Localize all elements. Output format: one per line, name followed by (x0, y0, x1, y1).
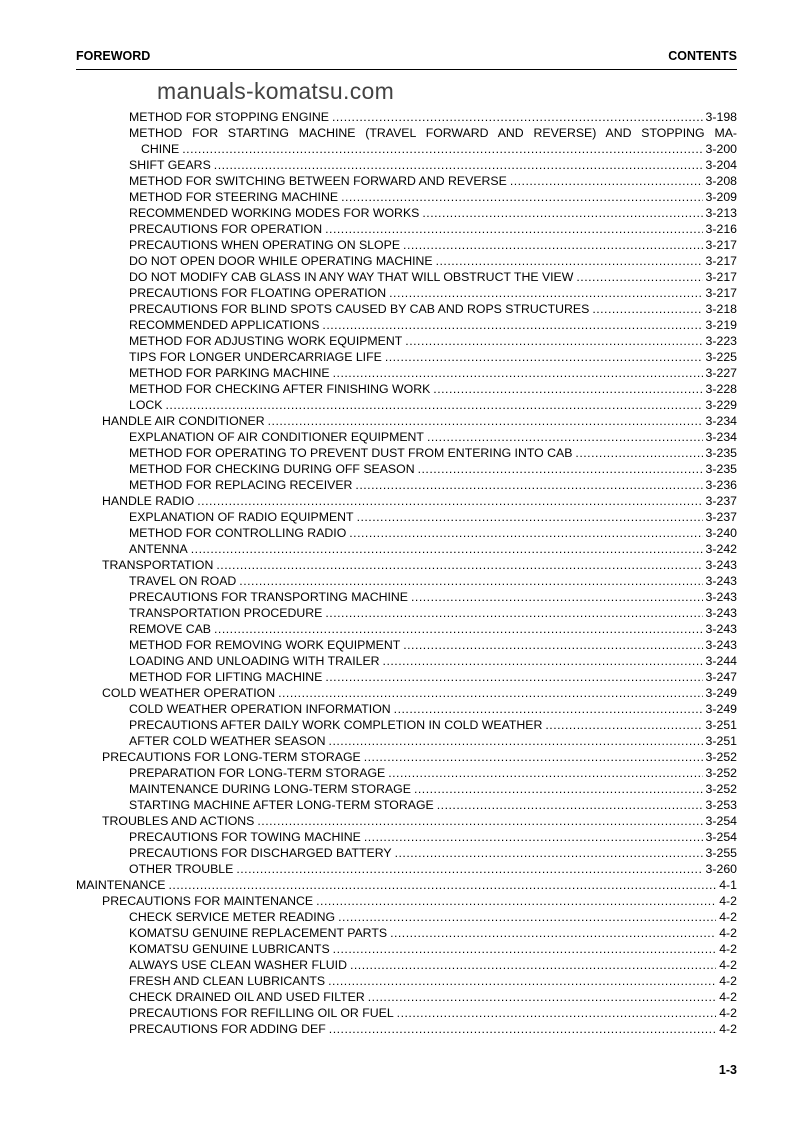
toc-entry-page: 3-213 (705, 206, 737, 220)
toc-entry-page: 4-2 (719, 942, 737, 956)
toc-entry-page: 4-2 (719, 926, 737, 940)
toc-entry-page: 3-254 (705, 830, 737, 844)
dot-leader (329, 1021, 716, 1037)
toc-entry-title: PRECAUTIONS AFTER DAILY WORK COMPLETION IN COLD WEATHER (129, 718, 543, 732)
toc-entry-title: TROUBLES AND ACTIONS (102, 814, 255, 828)
toc-entry[interactable] (76, 1021, 737, 1037)
toc-entry[interactable] (76, 109, 737, 125)
toc-entry[interactable] (76, 477, 737, 493)
toc-entry-title: SHIFT GEARS (129, 158, 211, 172)
dot-leader (214, 157, 703, 173)
toc-entry-title: PRECAUTIONS FOR TOWING MACHINE (129, 830, 361, 844)
toc-entry[interactable] (76, 605, 737, 621)
toc-entry[interactable] (76, 989, 737, 1005)
toc-entry-title: LOADING AND UNLOADING WITH TRAILER (129, 654, 380, 668)
dot-leader (510, 173, 703, 189)
toc-entry[interactable] (76, 829, 737, 845)
dot-leader (436, 253, 703, 269)
toc-entry[interactable] (76, 189, 737, 205)
toc-entry[interactable] (76, 717, 737, 733)
header-rule (76, 69, 737, 70)
toc-entry[interactable] (76, 797, 737, 813)
toc-entry[interactable] (76, 413, 737, 429)
toc-entry-title: MAINTENANCE (76, 878, 166, 892)
toc-entry-page: 3-219 (705, 318, 737, 332)
toc-entry-title: KOMATSU GENUINE REPLACEMENT PARTS (129, 926, 388, 940)
toc-entry[interactable] (76, 253, 737, 269)
toc-entry[interactable] (76, 381, 737, 397)
dot-leader (328, 973, 716, 989)
dot-leader (403, 637, 702, 653)
toc-entry[interactable] (76, 941, 737, 957)
toc-entry-page: 3-200 (705, 142, 737, 156)
dot-leader (385, 349, 703, 365)
toc-entry-page: 3-237 (705, 510, 737, 524)
dot-leader (394, 701, 703, 717)
toc-entry-page: 4-2 (719, 958, 737, 972)
toc-entry-page: 3-235 (705, 462, 737, 476)
toc-entry-page: 3-249 (705, 702, 737, 716)
toc-entry-page: 3-198 (705, 110, 737, 124)
dot-leader (405, 333, 702, 349)
toc-entry[interactable] (76, 285, 737, 301)
toc-entry-title: TRANSPORTATION (102, 558, 214, 572)
toc-entry[interactable] (76, 1005, 737, 1021)
toc-entry-page: 4-2 (719, 974, 737, 988)
toc-entry-title: PRECAUTIONS FOR LONG-TERM STORAGE (102, 750, 361, 764)
dot-leader (191, 541, 703, 557)
toc-entry-page: 4-2 (719, 1022, 737, 1036)
toc-entry-page: 3-235 (705, 446, 737, 460)
dot-leader (355, 477, 702, 493)
toc-entry-title: TRANSPORTATION PROCEDURE (129, 606, 323, 620)
toc-entry[interactable] (76, 237, 737, 253)
toc-entry[interactable] (76, 173, 737, 189)
toc-entry-title: REMOVE CAB (129, 622, 211, 636)
watermark: manuals-komatsu.com (157, 78, 395, 104)
toc-entry[interactable] (76, 509, 737, 525)
toc-entry[interactable] (76, 445, 737, 461)
toc-entry-page: 3-217 (705, 270, 737, 284)
toc-entry[interactable] (76, 301, 737, 317)
toc-entry-title: METHOD FOR CHECKING DURING OFF SEASON (129, 462, 415, 476)
toc-entry-page: 4-2 (719, 1006, 737, 1020)
toc-entry-page: 3-234 (705, 430, 737, 444)
dot-leader (395, 845, 703, 861)
toc-entry-page: 3-243 (705, 590, 737, 604)
dot-leader (169, 877, 717, 893)
toc-entry-title: COLD WEATHER OPERATION (102, 686, 276, 700)
dot-leader (329, 733, 703, 749)
dot-leader (575, 445, 702, 461)
dot-leader (322, 317, 702, 333)
toc-entry-title: FRESH AND CLEAN LUBRICANTS (129, 974, 326, 988)
toc-entry-page: 3-209 (705, 190, 737, 204)
toc-entry-title: PRECAUTIONS FOR ADDING DEF (129, 1022, 326, 1036)
dot-leader (332, 109, 703, 125)
toc-entry-title: PRECAUTIONS WHEN OPERATING ON SLOPE (129, 238, 401, 252)
dot-leader (278, 685, 702, 701)
toc-entry-title: LOCK (129, 398, 163, 412)
toc-entry-title: PRECAUTIONS FOR BLIND SPOTS CAUSED BY CAB AND ROPS STRUCTURES (129, 302, 590, 316)
dot-leader (357, 509, 703, 525)
toc-entry[interactable] (76, 653, 737, 669)
dot-leader (325, 605, 702, 621)
toc-entry-title: METHOD FOR REPLACING RECEIVER (129, 478, 353, 492)
page-number: 1-3 (718, 1063, 737, 1077)
toc-entry-page: 3-252 (705, 766, 737, 780)
dot-leader (390, 925, 716, 941)
toc-entry-title: HANDLE RADIO (102, 494, 195, 508)
dot-leader (257, 813, 702, 829)
toc-entry-page: 3-255 (705, 846, 737, 860)
toc-entry-page: 3-217 (705, 254, 737, 268)
dot-leader (325, 669, 702, 685)
toc-entry-page: 3-252 (705, 782, 737, 796)
toc-entry-page: 4-2 (719, 894, 737, 908)
toc-entry[interactable] (76, 861, 737, 877)
toc-entry-title: DO NOT MODIFY CAB GLASS IN ANY WAY THAT WILL OBSTRUCT THE VIEW (129, 270, 574, 284)
toc-entry-page: 3-243 (705, 606, 737, 620)
dot-leader (545, 717, 702, 733)
toc-entry-page: 3-228 (705, 382, 737, 396)
toc-entry[interactable] (76, 925, 737, 941)
toc-entry-page: 3-217 (705, 238, 737, 252)
toc-entry[interactable] (76, 685, 737, 701)
toc-entry[interactable] (76, 365, 737, 381)
dot-leader (341, 189, 702, 205)
toc-entry[interactable] (76, 317, 737, 333)
toc-entry-title: METHOD FOR SWITCHING BETWEEN FORWARD AND REVERSE (129, 174, 507, 188)
toc-entry-title: AFTER COLD WEATHER SEASON (129, 734, 326, 748)
dot-leader (437, 797, 703, 813)
toc-entry[interactable] (76, 157, 737, 173)
toc-entry[interactable] (76, 141, 737, 157)
toc-entry[interactable] (76, 749, 737, 765)
dot-leader (368, 989, 716, 1005)
dot-leader (268, 413, 703, 429)
toc-entry-title: EXPLANATION OF RADIO EQUIPMENT (129, 510, 354, 524)
toc-entry-title: PRECAUTIONS FOR TRANSPORTING MACHINE (129, 590, 408, 604)
toc-entry[interactable] (76, 589, 737, 605)
toc-entry-title: METHOD FOR CHECKING AFTER FINISHING WORK (129, 382, 431, 396)
toc-entry[interactable] (76, 893, 737, 909)
toc-entry[interactable] (76, 637, 737, 653)
toc-entry[interactable] (76, 269, 737, 285)
toc-entry-title: METHOD FOR LIFTING MACHINE (129, 670, 323, 684)
dot-leader (411, 589, 703, 605)
toc-entry[interactable] (76, 781, 737, 797)
toc-entry[interactable] (76, 221, 737, 237)
toc-entry[interactable] (76, 333, 737, 349)
toc-entry-title: METHOD FOR OPERATING TO PREVENT DUST FROM ENTERING INTO CAB (129, 446, 573, 460)
toc-entry-page: 3-217 (705, 286, 737, 300)
toc-entry-page: 3-249 (705, 686, 737, 700)
toc-entry-title: CHINE (141, 142, 180, 156)
toc-entry-page: 3-227 (705, 366, 737, 380)
dot-leader (388, 765, 702, 781)
toc-entry[interactable] (76, 557, 737, 573)
toc-entry-page: 3-208 (705, 174, 737, 188)
toc-entry-page: 3-247 (705, 670, 737, 684)
toc-entry-page: 3-251 (705, 718, 737, 732)
toc-entry-page: 4-2 (719, 990, 737, 1004)
toc-entry-title: ANTENNA (129, 542, 188, 556)
toc-entry[interactable] (76, 877, 737, 893)
toc-entry[interactable] (76, 701, 737, 717)
table-of-contents (76, 109, 737, 1037)
dot-leader (316, 893, 716, 909)
toc-entry-page: 3-216 (705, 222, 737, 236)
dot-leader (364, 829, 703, 845)
toc-entry[interactable] (76, 973, 737, 989)
toc-entry[interactable] (76, 669, 737, 685)
toc-entry-title: METHOD FOR STARTING MACHINE (TRAVEL FORWARD AND REVERSE) AND STOPPING MA- (129, 126, 737, 140)
toc-entry-title: RECOMMENDED WORKING MODES FOR WORKS (129, 206, 420, 220)
toc-entry-page: 3-251 (705, 734, 737, 748)
toc-entry-page: 3-253 (705, 798, 737, 812)
dot-leader (349, 525, 702, 541)
dot-leader (403, 237, 703, 253)
dot-leader (325, 221, 702, 237)
toc-entry-page: 3-243 (705, 622, 737, 636)
toc-entry-title: PRECAUTIONS FOR MAINTENANCE (102, 894, 314, 908)
toc-entry-title: TRAVEL ON ROAD (129, 574, 237, 588)
toc-entry-page: 3-240 (705, 526, 737, 540)
toc-entry-page: 3-204 (705, 158, 737, 172)
toc-entry-page: 3-254 (705, 814, 737, 828)
dot-leader (414, 781, 703, 797)
toc-entry-title: OTHER TROUBLE (129, 862, 234, 876)
dot-leader (216, 557, 702, 573)
toc-entry-title: PREPARATION FOR LONG-TERM STORAGE (129, 766, 386, 780)
toc-entry-title: CHECK SERVICE METER READING (129, 910, 336, 924)
toc-entry-page: 3-243 (705, 638, 737, 652)
toc-entry[interactable] (76, 813, 737, 829)
dot-leader (418, 461, 703, 477)
toc-entry[interactable] (76, 205, 737, 221)
toc-entry[interactable] (76, 461, 737, 477)
dot-leader (166, 397, 703, 413)
toc-entry[interactable] (76, 621, 737, 637)
toc-entry[interactable] (76, 493, 737, 509)
toc-entry-title: KOMATSU GENUINE LUBRICANTS (129, 942, 330, 956)
toc-entry[interactable] (76, 125, 737, 141)
dot-leader (214, 621, 703, 637)
dot-leader (433, 381, 702, 397)
dot-leader (197, 493, 702, 509)
toc-entry[interactable] (76, 909, 737, 925)
dot-leader (397, 1005, 717, 1021)
toc-entry-page: 3-229 (705, 398, 737, 412)
toc-entry[interactable] (76, 541, 737, 557)
toc-entry-page: 4-1 (719, 878, 737, 892)
toc-entry-page: 3-244 (705, 654, 737, 668)
dot-leader (576, 269, 702, 285)
toc-entry[interactable] (76, 573, 737, 589)
dot-leader (333, 365, 703, 381)
dot-leader (350, 957, 716, 973)
toc-entry-page: 3-237 (705, 494, 737, 508)
toc-entry-title: METHOD FOR STOPPING ENGINE (129, 110, 329, 124)
toc-entry-title: CHECK DRAINED OIL AND USED FILTER (129, 990, 365, 1004)
toc-entry-page: 3-252 (705, 750, 737, 764)
toc-entry-title: METHOD FOR REMOVING WORK EQUIPMENT (129, 638, 401, 652)
toc-entry-title: METHOD FOR STEERING MACHINE (129, 190, 339, 204)
toc-entry-title: PRECAUTIONS FOR OPERATION (129, 222, 323, 236)
toc-entry-page: 3-225 (705, 350, 737, 364)
toc-entry[interactable] (76, 845, 737, 861)
toc-entry-page: 3-223 (705, 334, 737, 348)
toc-entry-title: HANDLE AIR CONDITIONER (102, 414, 265, 428)
toc-entry-page: 4-2 (719, 910, 737, 924)
dot-leader (427, 429, 703, 445)
toc-entry-title: EXPLANATION OF AIR CONDITIONER EQUIPMENT (129, 430, 424, 444)
toc-entry-page: 3-236 (705, 478, 737, 492)
dot-leader (333, 941, 717, 957)
dot-leader (182, 141, 702, 157)
toc-entry-page: 3-234 (705, 414, 737, 428)
dot-leader (383, 653, 703, 669)
toc-entry-title: METHOD FOR ADJUSTING WORK EQUIPMENT (129, 334, 403, 348)
dot-leader (389, 285, 702, 301)
toc-entry-title: METHOD FOR PARKING MACHINE (129, 366, 330, 380)
toc-entry-title: METHOD FOR CONTROLLING RADIO (129, 526, 347, 540)
toc-entry[interactable] (76, 397, 737, 413)
toc-entry-page: 3-242 (705, 542, 737, 556)
toc-entry-title: TIPS FOR LONGER UNDERCARRIAGE LIFE (129, 350, 382, 364)
toc-entry[interactable] (76, 733, 737, 749)
toc-entry-title: PRECAUTIONS FOR FLOATING OPERATION (129, 286, 387, 300)
toc-entry-page: 3-243 (705, 558, 737, 572)
dot-leader (364, 749, 703, 765)
toc-entry-page: 3-218 (705, 302, 737, 316)
toc-entry-page: 3-260 (705, 862, 737, 876)
dot-leader (239, 573, 702, 589)
toc-entry[interactable] (76, 429, 737, 445)
toc-entry-title: COLD WEATHER OPERATION INFORMATION (129, 702, 391, 716)
toc-entry[interactable] (76, 765, 737, 781)
dot-leader (422, 205, 702, 221)
dot-leader (592, 301, 702, 317)
dot-leader (236, 861, 702, 877)
toc-entry[interactable] (76, 525, 737, 541)
toc-entry-title: STARTING MACHINE AFTER LONG-TERM STORAGE (129, 798, 434, 812)
toc-entry-page: 3-243 (705, 574, 737, 588)
header-contents-title: CONTENTS (668, 49, 737, 63)
header-section-title: FOREWORD (76, 49, 151, 63)
toc-entry-title: RECOMMENDED APPLICATIONS (129, 318, 320, 332)
toc-entry[interactable] (76, 349, 737, 365)
toc-entry-title: DO NOT OPEN DOOR WHILE OPERATING MACHINE (129, 254, 433, 268)
toc-entry-title: ALWAYS USE CLEAN WASHER FLUID (129, 958, 347, 972)
toc-entry-title: PRECAUTIONS FOR DISCHARGED BATTERY (129, 846, 392, 860)
dot-leader (338, 909, 716, 925)
toc-entry[interactable] (76, 957, 737, 973)
toc-entry-title: MAINTENANCE DURING LONG-TERM STORAGE (129, 782, 411, 796)
toc-entry-title: PRECAUTIONS FOR REFILLING OIL OR FUEL (129, 1006, 394, 1020)
